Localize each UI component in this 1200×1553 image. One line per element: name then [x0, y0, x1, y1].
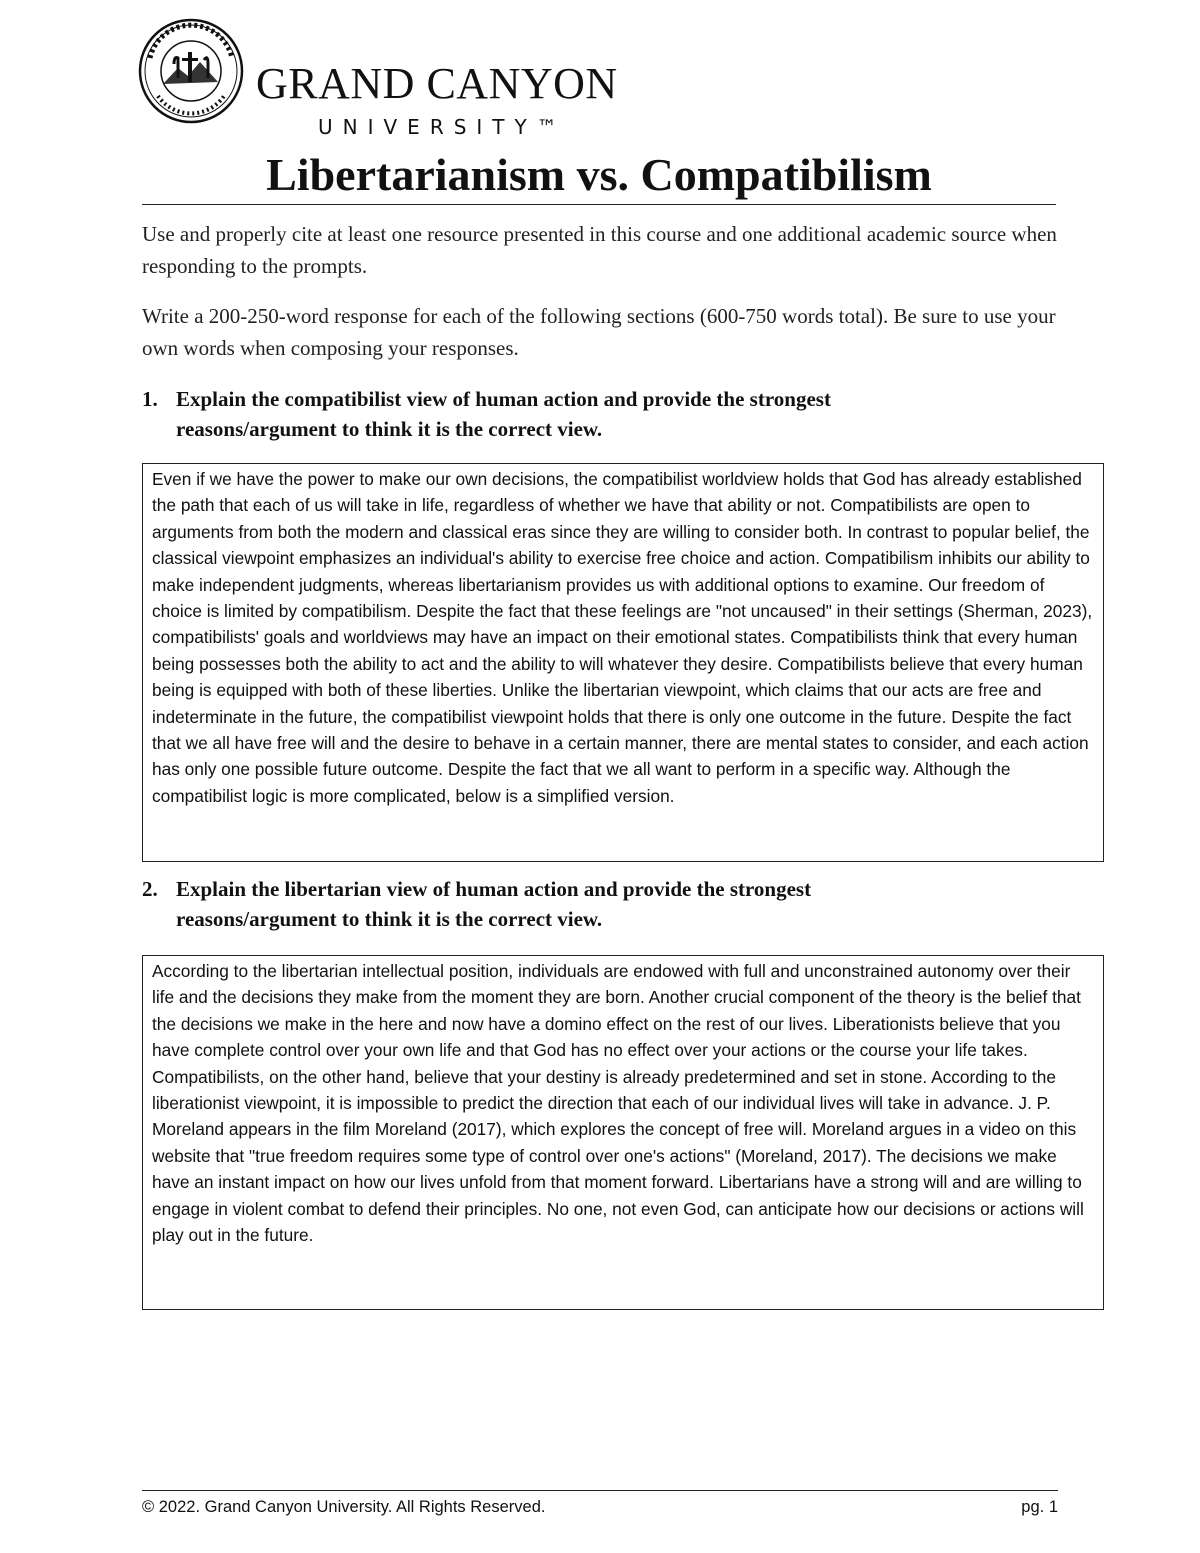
- instruction-paragraph: Write a 200-250-word response for each of the following sections (600-750 words total). Be sure to use your own words when composing your responses.: [142, 304, 1056, 360]
- answer-box[interactable]: According to the libertarian intellectual position, individuals are endowed with full and unconstrained autonomy over their life and the decisions they make from the moment they are born. Another crucial component of the theory is the belief that the decisions we make in the here and now have a domino effect on the rest of our lives. Liberationists believe that you have complete control over your own life and that God has no effect over your actions or the course your life takes. Compatibilists, on the other hand, believe that your destiny is already predetermined and set in stone. According to the liberationist viewpoint, it is impossible to predict the direction that each of our individual lives will take in advance. J. P. Moreland appears in the film Moreland (2017), which explores the concept of free will. Moreland argues in a video on this website that "true freedom requires some type of control over one's actions" (Moreland, 2017). The decisions we make have an instant impact on how our lives unfold from that moment forward. Libertarians have a strong will and are willing to engage in violent combat to defend their principles. No one, not even God, can anticipate how our decisions or actions will play out in the future.: [142, 955, 1104, 1310]
- question-text: Explain the libertarian view of human action and provide the strongest reasons/argument to think it is the correct view.: [176, 877, 812, 931]
- footer-copyright: © 2022. Grand Canyon University. All Rights Reserved.: [142, 1498, 546, 1516]
- document-title: Libertarianism vs. Compatibilism: [142, 146, 1056, 205]
- logo-wordmark: GRAND CANYON: [256, 59, 618, 108]
- instruction-paragraph: Use and properly cite at least one resource presented in this course and one additional academic source when responding to the prompts.: [142, 222, 1057, 278]
- question-number: 2.: [142, 877, 158, 901]
- answer-box[interactable]: Even if we have the power to make our own decisions, the compatibilist worldview holds that God has already established the path that each of us will take in life, regardless of whether we have that ability or not. Compatibilists are open to arguments from both the modern and classical eras since they are willing to consider both. In contrast to popular belief, the classical viewpoint emphasizes an individual's ability to exercise free choice and action. Compatibilism inhibits our ability to make independent judgments, whereas libertarianism provides us with additional options to examine. Our freedom of choice is limited by compatibilism. Despite the fact that these feelings are "not uncaused" in their settings (Sherman, 2023), compatibilists' goals and worldviews may have an impact on their emotional states. Compatibilists think that every human being possesses both the ability to act and the ability to will whatever they desire. Compatibilists believe that every human being is equipped with both of these liberties. Unlike the libertarian viewpoint, which claims that our acts are free and indeterminate in the future, the compatibilist viewpoint holds that there is only one outcome in the future. Despite the fact that we all have free will and the desire to behave in a certain manner, there are mental states to consider, and each action has only one possible future outcome. Despite the fact that we all want to perform in a specific way. Although the compatibilist logic is more complicated, below is a simplified version.: [142, 463, 1104, 862]
- university-logo: [138, 18, 618, 139]
- question-prompt: [142, 384, 942, 444]
- question-prompt: [142, 874, 942, 934]
- question-text: Explain the compatibilist view of human action and provide the strongest reasons/argument to think it is the correct view.: [176, 387, 831, 441]
- logo-subtitle: UNIVERSITY™: [318, 115, 567, 139]
- question-number: 1.: [142, 387, 158, 411]
- footer-divider: [142, 1490, 1058, 1491]
- page-number: pg. 1: [1021, 1498, 1058, 1516]
- university-seal-icon: [138, 18, 244, 124]
